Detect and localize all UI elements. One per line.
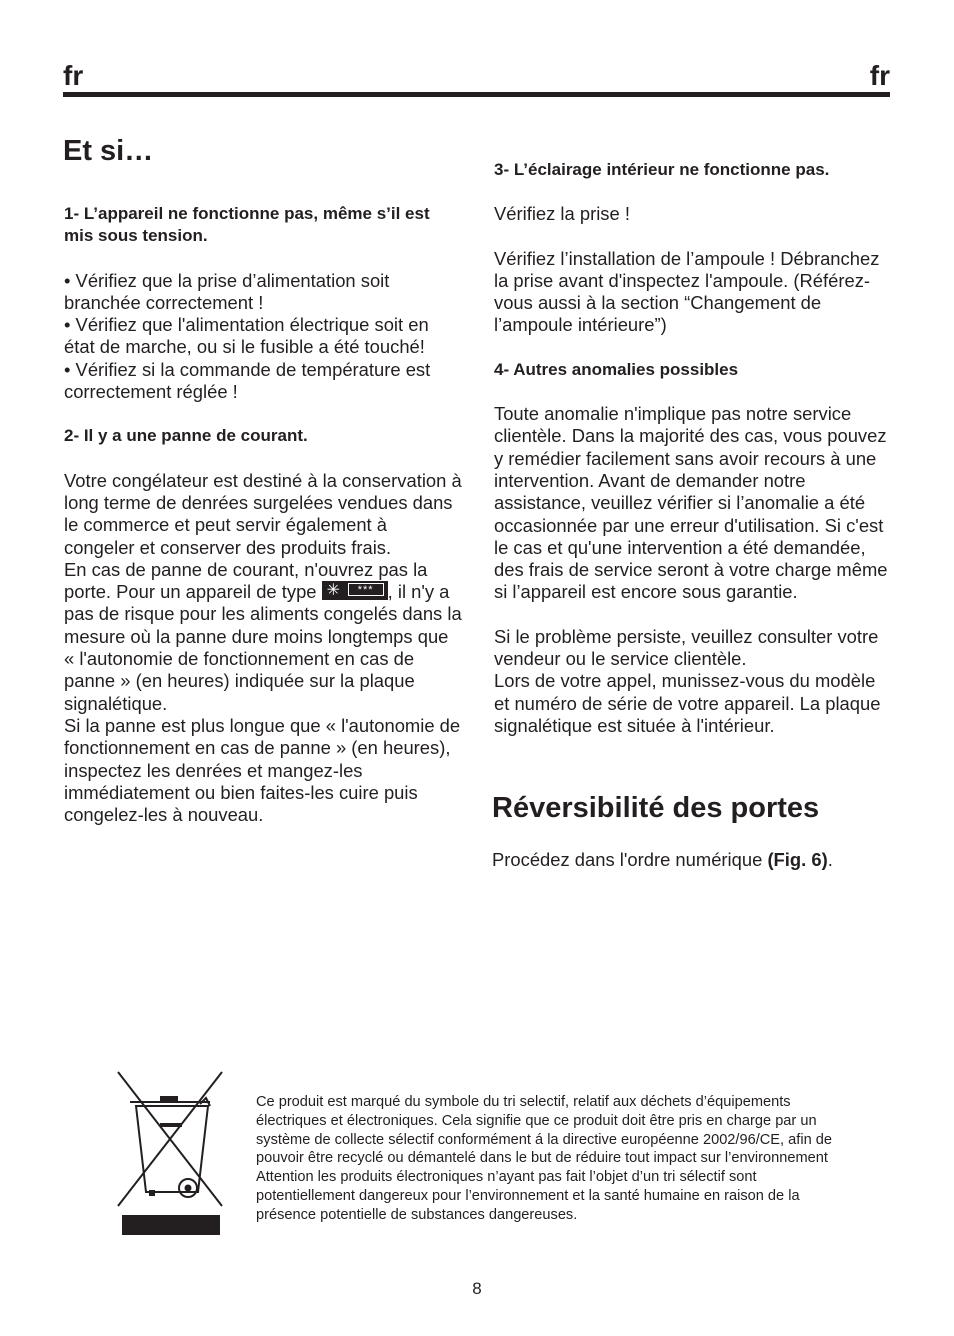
crossed-out-wheelie-bin-icon — [114, 1070, 226, 1238]
language-code-right: fr — [869, 60, 890, 91]
section-2-paragraph-1: Votre congélateur est destiné à la conservation à long terme de denrées surgelées vendues dans le commerce et peut servir également à congeler et conserver des produits frais. — [64, 469, 462, 558]
section-2-paragraph-2-start: En cas de panne de courant, n'ouvrez pas la porte. Pour un appareil de type — [64, 558, 428, 603]
bullet-3: • Vérifiez si la commande de température est correctement réglée ! — [64, 358, 431, 403]
reversibility-instruction-end: . — [827, 849, 833, 870]
section-1-heading: 1- L’appareil ne fonctionne pas, même s’il est mis sous tension. — [64, 204, 430, 246]
right-column — [494, 159, 892, 737]
header-rule — [63, 92, 890, 97]
language-code-left: fr — [63, 60, 84, 91]
section-3-heading: 3- L’éclairage intérieur ne fonctionne pas. — [494, 160, 830, 179]
page-title: Et si… — [63, 135, 154, 167]
section-3-paragraph-2: Vérifiez l’installation de l’ampoule ! Débranchez la prise avant d'inspectez l'ampoule. (Référez-vous aussi à la section “Changement de l’ampoule intérieure”) — [494, 247, 880, 336]
section-2-paragraph-2 — [64, 559, 462, 715]
bullet-2: • Vérifiez que l'alimentation électrique soit en état de marche, ou si le fusible a été touché! — [64, 314, 429, 358]
section-3-paragraph-1: Vérifiez la prise ! — [494, 203, 630, 225]
reversibility-instruction — [492, 849, 833, 871]
section-2-heading: 2- Il y a une panne de courant. — [64, 426, 308, 446]
section-4-paragraph-3: Lors de votre appel, munissez-vous du modèle et numéro de série de votre appareil. La plaque signalétique est située à l'intérieur. — [494, 670, 881, 736]
weee-notice — [256, 1093, 856, 1225]
page-number: 8 — [472, 1279, 482, 1298]
reversibility-title: Réversibilité des portes — [492, 792, 820, 824]
section-4-paragraph-1: Toute anomalie n'implique pas notre service clientèle. Dans la majorité des cas, vous pouvez y remédier facilement sans avoir recours à une intervention. Avant de demander notre assistance, veuillez vérifier si l’anomalie a été occasionnée par une erreur d'utilisation. Si c'est le cas et qu'une intervention a été demandée, des frais de service seront à votre charge même si l’appareil est encore sous garantie. — [494, 403, 888, 603]
snowflake-icon: ✳ — [326, 582, 341, 600]
section-4-paragraph-2: Si le problème persiste, veuillez consulter votre vendeur ou le service clientèle. — [494, 625, 879, 670]
bullet-1: • Vérifiez que la prise d’alimentation soit branchée correctement ! — [64, 269, 390, 313]
section-4-heading: 4- Autres anomalies possibles — [494, 359, 739, 379]
weee-notice-text: Ce produit est marqué du symbole du tri selectif, relatif aux déchets d’équipements électriques et électroniques. Cela signifie que ce produit doit être pris en charge par un système de collecte sélectif conformément á la directive européenne 2002/96/CE, afin de pouvoir être recyclé ou démantelé dans le but de réduire tout impact sur l’environnement Attention les produits électroniques n’ayant pas fait l’objet d’un tri sélectif sont potentiellement dangereux pour l’environnement et la santé humaine en raison de la présence potentielle de substances dangereuses. — [256, 1094, 832, 1223]
freezer-rating-badge — [322, 581, 388, 600]
figure-reference: (Fig. 6) — [767, 849, 828, 870]
section-2-paragraph-3: Si la panne est plus longue que « l'autonomie de fonctionnement en cas de panne » (en heures), inspectez les denrées et mangez-les immédiatement ou bien faites-les cuire puis congelez-les à nouveau. — [64, 714, 461, 826]
section-2-paragraph-2-end: , il n'y a pas de risque pour les aliments congelés dans la mesure où la panne dure moins longtemps que « l'autonomie de fonctionnement en cas de panne » (en heures) indiquée sur la plaque signalétique. — [64, 581, 462, 714]
reversibility-instruction-text: Procédez dans l'ordre numérique — [492, 849, 768, 870]
left-column — [64, 203, 462, 826]
star-rating-icon: *** — [348, 583, 384, 596]
